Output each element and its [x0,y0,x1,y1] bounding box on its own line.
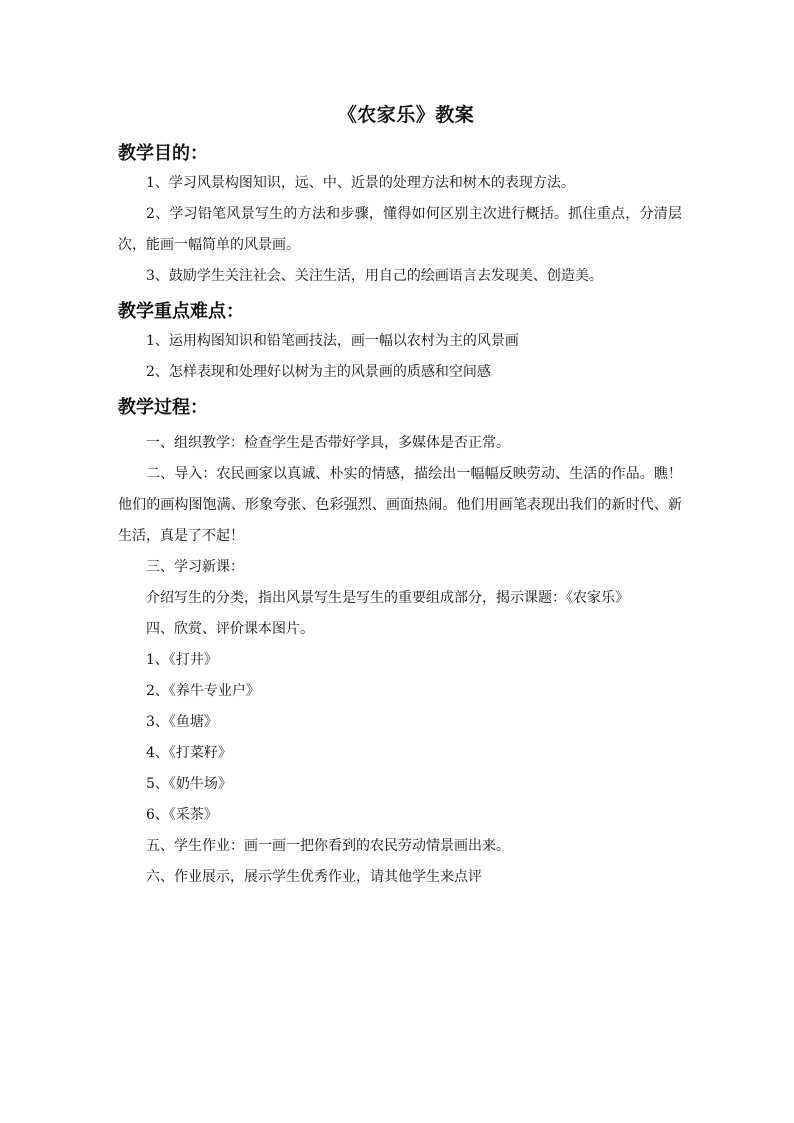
section-heading-teaching-objectives: 教学目的： [118,143,208,164]
section-heading-teaching-process: 教学过程： [118,397,208,418]
artwork-list-item: 5、《奶牛场》 [146,776,232,792]
document-title: 《农家乐》教案 [337,104,475,126]
process-step-showcase: 六、作业展示，展示学生优秀作业，请其他学生来点评 [146,869,482,885]
artwork-list-item: 6、《采茶》 [146,807,218,823]
artwork-list-item: 2、《养牛专业户》 [146,683,260,699]
objective-paragraph-2: 2、学习铅笔风景写生的方法和步骤，懂得如何区别主次进行概括。抓住重点，分清层次，能画一幅简单的风景画。 [118,206,682,253]
objective-paragraph-3: 3、鼓励学生关注社会、关注生活，用自己的绘画语言去发现美、创造美。 [146,268,603,284]
process-new-lesson-detail: 介绍写生的分类，指出风景写生是写生的重要组成部分，揭示课题：《农家乐》 [146,590,629,606]
section-heading-key-points: 教学重点难点： [118,301,244,322]
process-step-organize: 一、组织教学：检查学生是否带好学具，多媒体是否正常。 [146,435,510,451]
artwork-list-item: 4、《打菜籽》 [146,745,232,761]
key-point-paragraph-1: 1、运用构图知识和铅笔画技法，画一幅以农村为主的风景画 [146,333,519,349]
objective-paragraph-1: 1、学习风景构图知识，远、中、近景的处理方法和树木的表现方法。 [146,175,575,191]
process-step-new-lesson: 三、学习新课： [146,559,244,575]
process-step-introduction: 二、导入：农民画家以真诚、朴实的情感，描绘出一幅幅反映劳动、生活的作品。瞧！他们的画构图饱满、形象夸张、色彩强烈、画面热闹。他们用画笔表现出我们的新时代、新生活，真是了不起！ [118,466,682,544]
artwork-list-item: 3、《鱼塘》 [146,714,218,730]
key-point-paragraph-2: 2、怎样表现和处理好以树为主的风景画的质感和空间感 [146,364,491,380]
artwork-list-item: 1、《打井》 [146,652,218,668]
process-step-appreciate: 四、欣赏、评价课本图片。 [146,621,314,637]
process-step-homework: 五、学生作业：画一画一把你看到的农民劳动情景画出来。 [146,838,510,854]
